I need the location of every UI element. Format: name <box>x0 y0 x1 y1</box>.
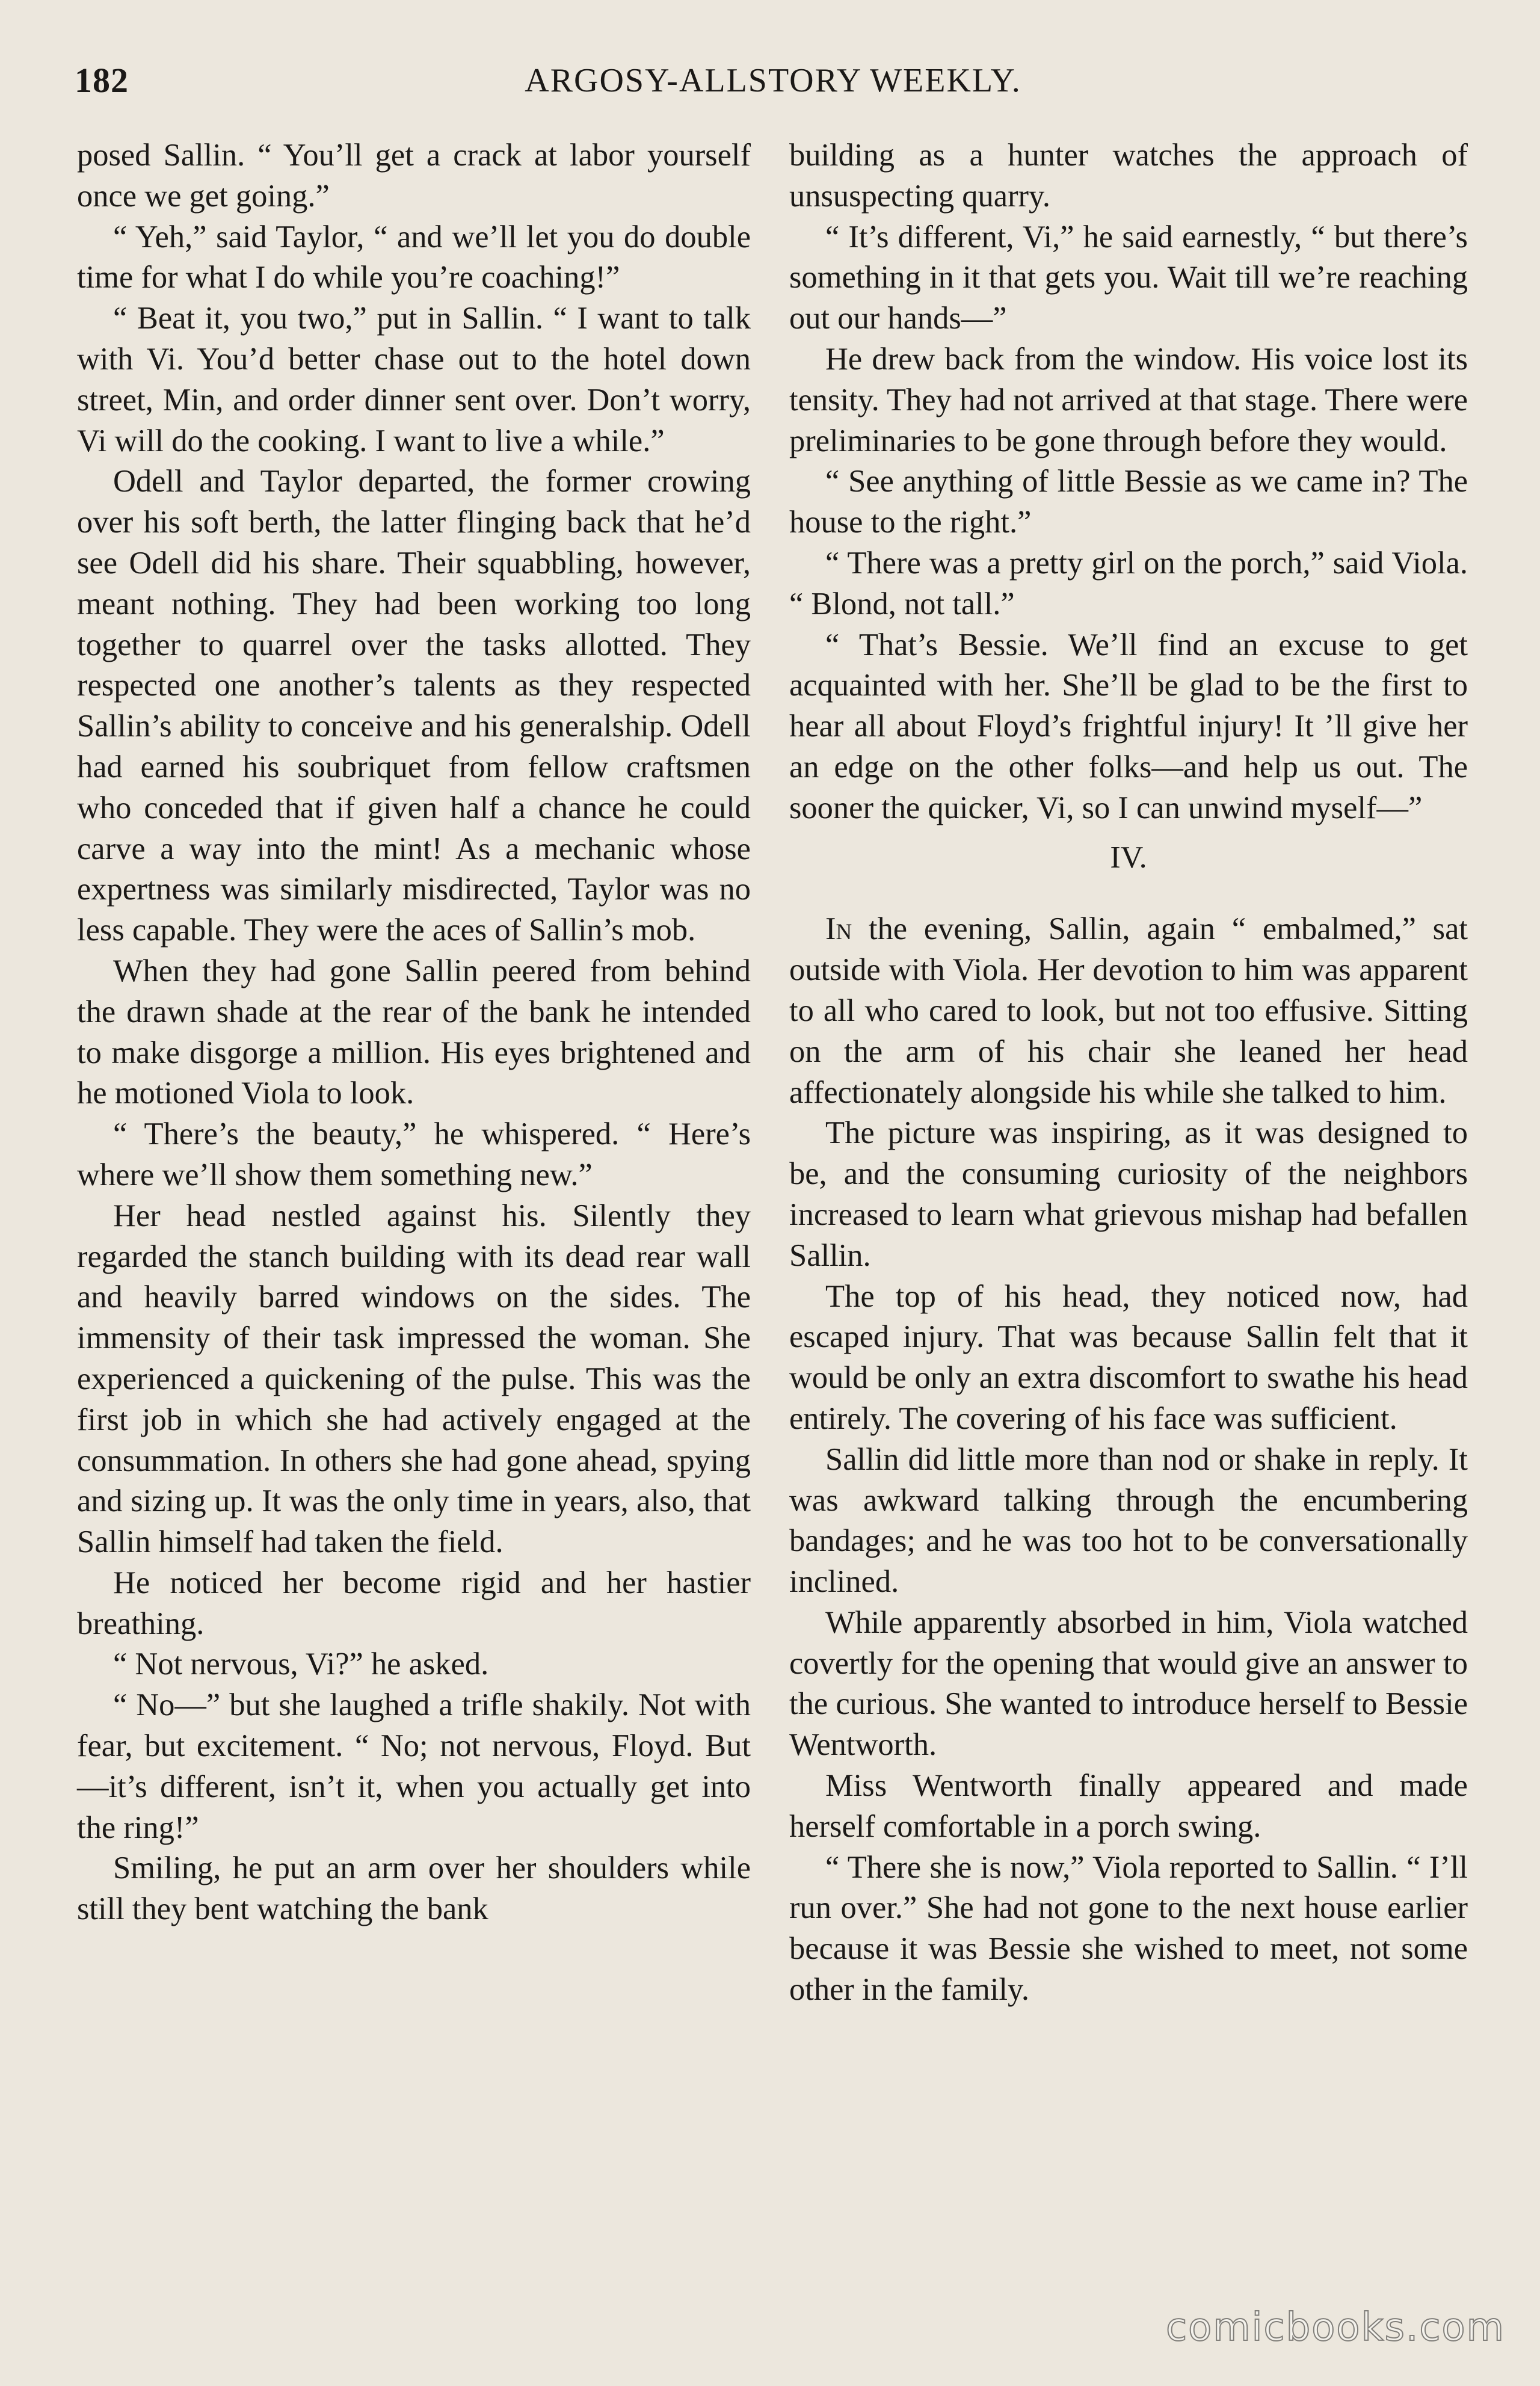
paragraph: “ There she is now,” Viola reported to Sallin. “ I’ll run over.” She had not gone to the next house earlier because it was Bessie she wished to meet, not some other in the family. <box>789 1849 1468 2008</box>
paragraph: “ See anything of little Bessie as we came in? The house to the right.” <box>789 464 1468 540</box>
paragraph: Odell and Taylor departed, the former crowing over his soft berth, the latter flinging back that he’d see Odell did his share. Their squabbling, however, meant nothing. They had been working too long together to quarrel over the tasks allotted. They respected one another’s talents as they respected Sallin’s ability to conceive and his generalship. Odell had earned his soubriquet from fellow craftsmen who conceded that if given half a chance he could carve a way into the mint! As a mechanic whose expertness was similarly misdirected, Taylor was no less capable. They were the aces of Sallin’s mob. <box>77 464 751 948</box>
paragraph: “ Beat it, you two,” put in Sallin. “ I want to talk with Vi. You’d better chase out to the hotel down street, Min, and order dinner sent over. Don’t worry, Vi will do the cooking. I want to live a while.” <box>77 301 751 458</box>
running-title: ARGOSY-ALLSTORY WEEKLY. <box>525 62 1021 99</box>
paragraph: The top of his head, they noticed now, had escaped injury. That was because Sallin felt that it would be only an extra discomfort to swathe his head entirely. The covering of his face was sufficient. <box>789 1278 1468 1436</box>
paragraph: He noticed her become rigid and her hastier breathing. <box>77 1565 751 1641</box>
paragraph: “ There’s the beauty,” he whispered. “ Here’s where we’ll show them something new.” <box>77 1117 751 1192</box>
paragraph: When they had gone Sallin peered from behind the drawn shade at the rear of the bank he intended to make disgorge a million. His eyes brightened and he motioned Viola to look. <box>77 953 751 1111</box>
paragraph: Sallin did little more than nod or shake in reply. It was awkward talking through the encumbering bandages; and he was too hot to be conversationally inclined. <box>789 1441 1468 1600</box>
paragraph: The picture was inspiring, as it was designed to be, and the consuming curiosity of the neighbors increased to learn what grievous mishap had befallen Sallin. <box>789 1115 1468 1273</box>
section-opening-paragraph <box>789 909 1468 1113</box>
section-first-text: the evening, Sallin, again “ embalmed,” sat outside with Viola. Her devotion to him was apparent to all who cared to look, but not too effusive. Sitting on the arm of his chair she leaned her head affectionately alongside his while she talked to him. <box>789 911 1468 1110</box>
watermark: comicbooks.com <box>1165 2305 1505 2350</box>
page-header <box>72 60 1474 108</box>
section-first-word: In <box>825 911 852 947</box>
section-heading: IV. <box>1110 840 1147 875</box>
paragraph: While apparently absorbed in him, Viola watched covertly for the opening that would give an answer to the curious. She wanted to introduce herself to Bessie Wentworth. <box>789 1605 1468 1763</box>
paragraph: “ Yeh,” said Taylor, “ and we’ll let you do double time for what I do while you’re coaching!” <box>77 219 751 295</box>
paragraph: “ That’s Bessie. We’ll find an excuse to get acquainted with her. She’ll be glad to be the first to hear all about Floyd’s frightful injury! It ’ll give her an edge on the other folks—and help us out. The sooner the quicker, Vi, so I can unwind myself—” <box>789 627 1468 825</box>
paragraph: Miss Wentworth finally appeared and made herself comfortable in a porch swing. <box>789 1768 1468 1844</box>
paragraph: building as a hunter watches the approach of unsuspecting quarry. <box>789 138 1468 214</box>
paragraph: Smiling, he put an arm over her shoulders while still they bent watching the bank <box>77 1851 751 1927</box>
paragraph: Her head nestled against his. Silently they regarded the stanch building with its dead rear wall and heavily barred windows on the sides. The immensity of their task impressed the woman. She experienced a quickening of the pulse. This was the first job in which she had actively engaged at the consummation. In others she had gone ahead, spying and sizing up. It was the only time in years, also, that Sallin himself had taken the field. <box>77 1198 751 1560</box>
left-column <box>77 135 751 1930</box>
page-number: 182 <box>75 61 129 100</box>
paragraph: “ Not nervous, Vi?” he asked. <box>113 1647 489 1682</box>
paragraph: “ There was a pretty girl on the porch,” said Viola. “ Blond, not tall.” <box>789 545 1468 621</box>
paragraph: “ It’s different, Vi,” he said earnestly, “ but there’s something in it that gets you. Wait till we’re reaching out our hands—” <box>789 219 1468 336</box>
paragraph: “ No—” but she laughed a trifle shakily. Not with fear, but excitement. “ No; not nervous, Floyd. But—it’s different, isn’t it, when you actually get into the ring!” <box>77 1688 751 1845</box>
right-column <box>789 135 1468 2011</box>
paragraph: posed Sallin. “ You’ll get a crack at labor yourself once we get going.” <box>77 138 751 214</box>
paragraph: He drew back from the window. His voice lost its tensity. They had not arrived at that stage. There were preliminaries to be gone through before they would. <box>789 341 1468 458</box>
